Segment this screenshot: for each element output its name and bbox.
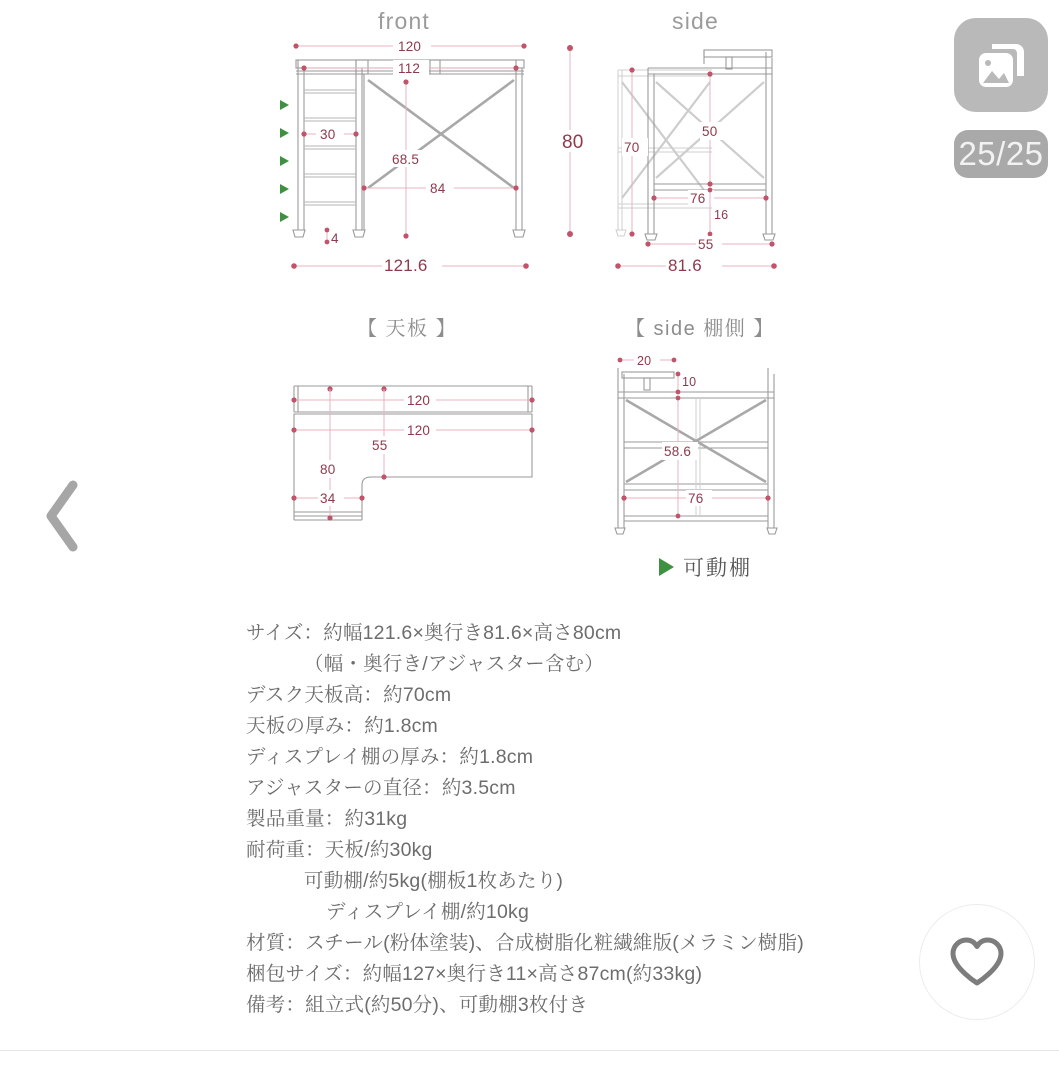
front-dim-84-label: 84 <box>430 181 446 196</box>
side-dim-55 <box>645 236 774 252</box>
tabletop-drawing <box>288 380 538 530</box>
heart-icon <box>948 935 1006 989</box>
side-shelf-dim-20-label: 20 <box>637 354 652 368</box>
side-shelf-dim-58-6-label: 58.6 <box>664 444 692 459</box>
side-dim-16-label: 16 <box>714 208 729 222</box>
front-dim-112-label: 112 <box>398 61 421 76</box>
spec-line: ディスプレイ棚の厚み：約1.8cm <box>246 746 534 768</box>
side-dim-70-label: 70 <box>624 140 640 155</box>
tabletop-dim-back-120-label: 120 <box>407 393 431 408</box>
side-view-drawing <box>560 38 820 278</box>
spec-line: 梱包サイズ：約幅127×奥行き11×高さ87cm(約33kg) <box>246 963 703 985</box>
adjustable-shelf-legend-label: 可動棚 <box>683 557 752 580</box>
gallery-button[interactable] <box>954 18 1048 112</box>
tabletop-dim-front-120 <box>291 422 534 438</box>
previous-image-button[interactable] <box>33 470 93 562</box>
tabletop-dim-55-label: 55 <box>372 438 388 453</box>
front-dim-4-label: 4 <box>331 231 339 246</box>
side-shelf-dim-76 <box>621 490 770 506</box>
side-dim-70 <box>622 67 648 236</box>
tabletop-dim-34-label: 34 <box>320 491 336 506</box>
spec-line: デスク天板高：約70cm <box>246 684 452 706</box>
spec-line: アジャスターの直径：約3.5cm <box>246 777 516 799</box>
side-dim-50-label: 50 <box>702 124 718 139</box>
spec-line: 製品重量：約31kg <box>246 808 408 830</box>
tabletop-dim-55 <box>370 389 396 480</box>
spec-line: （幅・奥行き/アジャスター含む） <box>304 653 604 675</box>
side-shelf-drawing <box>600 350 800 540</box>
front-view-drawing <box>280 38 540 278</box>
spec-line: サイズ：約幅121.6×奥行き81.6×高さ80cm <box>246 622 622 644</box>
side-shelf-dim-10-label: 10 <box>682 375 697 389</box>
tabletop-dim-34 <box>291 490 364 506</box>
side-dim-76-label: 76 <box>690 191 706 206</box>
side-dim-80-label: 80 <box>562 132 584 153</box>
front-dim-68-5-label: 68.5 <box>392 152 420 167</box>
tabletop-dim-80-label: 80 <box>320 462 336 477</box>
tabletop-dim-back-120 <box>291 386 534 408</box>
side-shelf-section-title: 【 side 棚側 】 <box>625 318 775 340</box>
spec-line: 耐荷重：天板/約30kg <box>246 839 433 861</box>
spec-line: 材質：スチール(粉体塗装)、合成樹脂化粧繊維版(メラミン樹脂) <box>246 932 804 954</box>
front-view-title: front <box>378 8 431 34</box>
front-dim-30-label: 30 <box>320 127 336 142</box>
side-dim-81-6 <box>615 254 777 275</box>
front-dim-4 <box>325 228 339 246</box>
tabletop-section-title: 【 天板 】 <box>357 318 458 340</box>
image-counter: 25/25 <box>954 130 1048 178</box>
front-dim-68-5 <box>390 79 428 238</box>
side-shelf-dim-10 <box>676 372 697 395</box>
side-view-title: side <box>672 8 719 34</box>
chevron-left-icon <box>42 479 84 553</box>
side-dim-55-label: 55 <box>698 237 714 252</box>
adjustable-shelf-legend <box>659 552 752 582</box>
images-stack-icon <box>974 38 1028 92</box>
front-dim-30 <box>301 126 358 142</box>
side-shelf-dim-20 <box>618 352 677 368</box>
spec-line: 天板の厚み：約1.8cm <box>246 715 439 737</box>
tabletop-dim-front-120-label: 120 <box>407 423 431 438</box>
side-shelf-dim-76-label: 76 <box>688 491 704 506</box>
adjustable-shelf-marker-icon <box>280 100 289 222</box>
bottom-divider <box>0 1050 1059 1051</box>
front-dim-120 <box>293 38 526 54</box>
spec-line: 可動棚/約5kg(棚板1枚あたり) <box>304 870 564 892</box>
favorite-button[interactable] <box>919 904 1035 1020</box>
spec-line: 備考：組立式(約50分)、可動棚3枚付き <box>246 994 589 1016</box>
side-dim-80 <box>560 45 590 237</box>
front-dim-84 <box>361 180 518 196</box>
green-triangle-icon <box>659 558 674 576</box>
front-dim-120-label: 120 <box>398 39 422 54</box>
spec-line: ディスプレイ棚/約10kg <box>326 901 529 923</box>
side-dim-81-6-label: 81.6 <box>668 256 702 275</box>
front-dim-121-6-label: 121.6 <box>384 256 428 275</box>
front-dim-121-6 <box>291 254 529 275</box>
